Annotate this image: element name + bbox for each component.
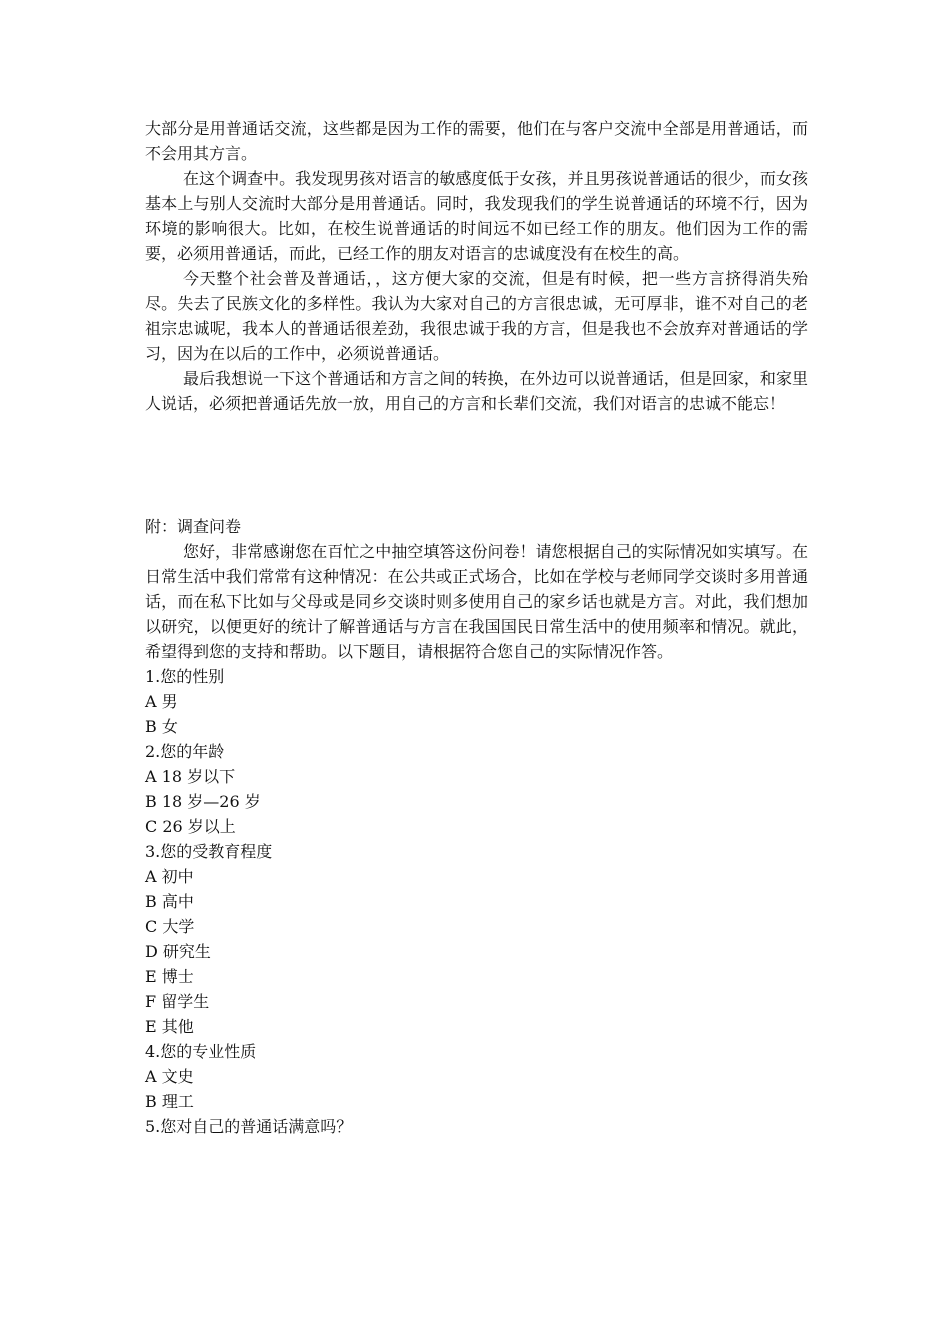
- body-paragraph-2: 在这个调查中。我发现男孩对语言的敏感度低于女孩，并且男孩说普通话的很少，而女孩基本上与别人交流时大部分是用普通话。同时，我发现我们的学生说普通话的环境不行，因为环境的影响很大。比如，在校生说普通话的时间远不如已经工作的朋友。他们因为工作的需要，必须用普通话，而此，已经工作的朋友对语言的忠诚度没有在校生的高。: [145, 169, 808, 263]
- body-paragraph-1: 大部分是用普通话交流，这些都是因为工作的需要，他们在与客户交流中全部是用普通话，而不会用其方言。: [145, 119, 808, 163]
- appendix-heading: 附：调查问卷: [145, 517, 242, 536]
- body-paragraph-4: 最后我想说一下这个普通话和方言之间的转换，在外边可以说普通话，但是回家，和家里人说话，必须把普通话先放一放，用自己的方言和长辈们交流，我们对语言的忠诚不能忘！: [145, 369, 808, 413]
- option-line: B 18 岁—26 岁: [145, 792, 261, 811]
- question-gender: 1.您的性别: [145, 667, 225, 686]
- question-education: 3.您的受教育程度: [145, 842, 273, 861]
- option-line: B 女: [145, 717, 178, 736]
- option-line: B 理工: [145, 1092, 194, 1111]
- question-satisfaction: 5.您对自己的普通话满意吗？: [145, 1117, 353, 1136]
- option-line: A 男: [145, 692, 178, 711]
- option-line: C 大学: [145, 917, 195, 936]
- option-line: B 高中: [145, 892, 194, 911]
- option-line: A 文史: [145, 1067, 194, 1086]
- section-spacer: [145, 416, 808, 514]
- option-line: E 其他: [145, 1017, 194, 1036]
- option-line: E 博士: [145, 967, 194, 986]
- questionnaire-items: [145, 664, 808, 1139]
- document-page: [145, 116, 808, 1139]
- questionnaire-intro: 您好，非常感谢您在百忙之中抽空填答这份问卷！请您根据自己的实际情况如实填写。在日常生活中我们常常有这种情况：在公共或正式场合，比如在学校与老师同学交谈时多用普通话，而在私下比如与父母或是同乡交谈时则多使用自己的家乡话也就是方言。对此，我们想加以研究，以便更好的统计了解普通话与方言在我国国民日常生活中的使用频率和情况。就此，希望得到您的支持和帮助。以下题目，请根据符合您自己的实际情况作答。: [145, 542, 808, 661]
- question-major: 4.您的专业性质: [145, 1042, 257, 1061]
- option-line: C 26 岁以上: [145, 817, 236, 836]
- option-line: D 研究生: [145, 942, 211, 961]
- question-age: 2.您的年龄: [145, 742, 225, 761]
- body-paragraph-3: 今天整个社会普及普通话，，这方便大家的交流，但是有时候，把一些方言挤得消失殆尽。失去了民族文化的多样性。我认为大家对自己的方言很忠诚，无可厚非，谁不对自己的老祖宗忠诚呢，我本人的普通话很差劲，我很忠诚于我的方言，但是我也不会放弃对普通话的学习，因为在以后的工作中，必须说普通话。: [145, 269, 808, 363]
- option-line: A 初中: [145, 867, 194, 886]
- option-line: F 留学生: [145, 992, 210, 1011]
- option-line: A 18 岁以下: [145, 767, 236, 786]
